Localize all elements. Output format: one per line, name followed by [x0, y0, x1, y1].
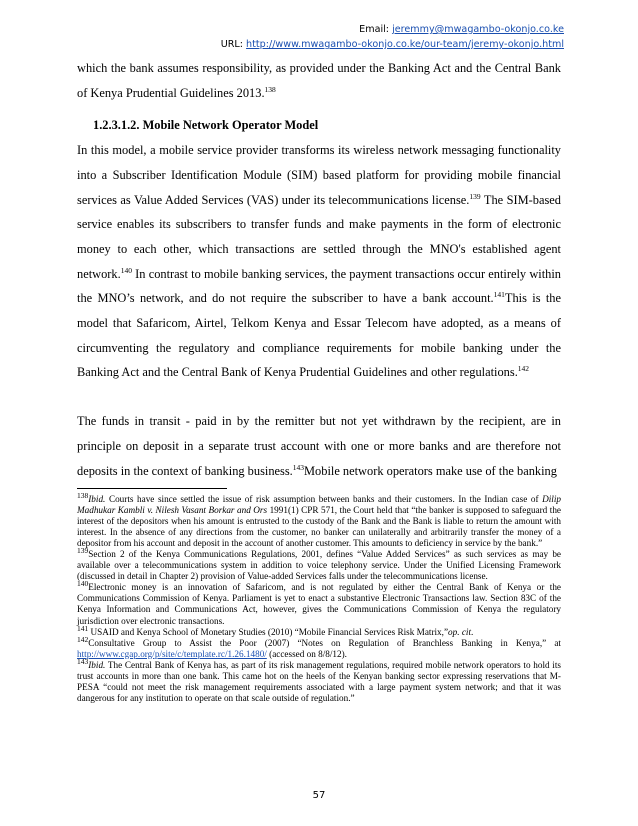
paragraph-continuation: which the bank assumes responsibility, as provided under the Banking Act and the Central Bank of Kenya Prudential Guidelines 2013.$^{138}$ — [77, 61, 561, 100]
footnote-140: $^{140}$Electronic money is an innovation of Safaricom, and is not regulated by either the Central Bank of Kenya or the Communications Commission of Kenya. Parliament is yet to enact a substantive Electronic Transactions law. Section 83C of the Kenya Information and Communications Act, however, gives the Communications Commission of Kenya the regulatory jurisdiction over electronic transactions. — [77, 579, 561, 626]
footnote-ref-140[interactable]: 140 — [120, 265, 132, 275]
url-link[interactable]: http://www.mwagambo-okonjo.co.ke/our-team/jeremy-okonjo.html — [246, 39, 564, 50]
footnote-142: $^{142}$Consultative Group to Assist the Poor (2007) “Notes on Regulation of Branchless Banking in Kenya,” at http://www.cgap.org/p/site/c/template.rc/1.26.1480/ (accessed on 8/8/12). — [77, 634, 561, 659]
footnote-separator — [77, 488, 227, 489]
url-label: URL: — [220, 39, 247, 50]
paragraph-funds-in-transit: The funds in transit - paid in by the remitter but not yet withdrawn by the recipient, are in principle on deposit in a separate trust account with one or more banks and are therefore not deposits in the context of banking business.$^{143}$Mobile network operators make use of the banking — [77, 414, 561, 478]
email-line — [221, 22, 564, 37]
section-heading: 1.2.3.1.2. Mobile Network Operator Model — [93, 118, 319, 133]
footnote-ref-139[interactable]: 139 — [469, 191, 481, 201]
url-line — [221, 37, 564, 52]
page-number: 57 — [312, 790, 326, 801]
footnotes — [77, 490, 561, 704]
footnote-141: $^{141}$ USAID and Kenya School of Monetary Studies (2010) “Mobile Financial Services Risk Matrix,”op. cit. — [77, 623, 474, 637]
footnote-143: $^{143}$Ibid. The Central Bank of Kenya has, as part of its risk management regulations, required mobile network operators to hold its trust accounts in more than one bank. This came hot on the heels of the Kenyan banking sector expressing reservations that M-PESA “could not meet the risk management requirements associated with a large payment system network; and that it was dangerous for any institution to operate on that scale outside of regulation.” — [77, 656, 561, 703]
email-label: Email: — [359, 24, 393, 35]
paragraph-gap — [77, 385, 561, 409]
paragraph-mno-model: In this model, a mobile service provider transforms its wireless network messaging functionality into a Subscriber Identification Module (SIM) based platform for providing mobile financial services as Value Added Services (VAS) under its telecommunications license.$^{139}$ The SIM-based service enables its subscribers to transfer funds and make payments in the form of electronic money to each other, which transactions are settled through the MNO's established agent network.$^{140}$ In contrast to mobile banking services, the payment transactions occur entirely within the MNO’s network, and do not require the subscriber to have a bank account.$^{141}$This is the model that Safaricom, Airtel, Telkom Kenya and Essar Telecom have adopted, as a means of circumventing the regulatory and compliance requirements for mobile banking under the Banking Act and the Central Bank of Kenya Prudential Guidelines and other regulations.$^{142}$ — [77, 143, 562, 380]
footnote-138: $^{138}$Ibid. Courts have since settled the issue of risk assumption between banks and their customers. In the Indian case of Dilip Madhukar Kambli v. Nilesh Vasant Borkar and Ors 1991(1) CPR 571, the Court held that “the banker is supposed to safeguard the interest of the depositors when his amount is entrusted to the custody of the Bank and the Bank is liable to return the amount with interest. In the absence of any directions from the customer, no banker can unilaterally and arbitrarily transfer the money of a depositor from his account and deposit in the account of another customer. This amounts to deficiency in service by the bank.” — [77, 490, 561, 549]
footnote-ref-138[interactable]: 138 — [264, 84, 276, 94]
footnote-ref-141[interactable]: 141 — [493, 290, 505, 300]
footnote-ref-143[interactable]: 143 — [292, 462, 305, 472]
footnote-ref-142[interactable]: 142 — [517, 364, 530, 374]
cgap-link[interactable]: http://www.cgap.org/p/site/c/template.rc/1.26.1480/ — [77, 648, 267, 659]
email-link[interactable]: jeremmy@mwagambo-okonjo.co.ke — [392, 24, 564, 35]
body-text — [77, 56, 561, 483]
footnote-139: $^{139}$Section 2 of the Kenya Communications Regulations, 2001, defines “Value Added Services” as such services as may be available over a telecommunications system in addition to voice telephony service. Under the Unified Licensing Framework (discussed in detail in Chapter 2) provision of Value-added Services falls under the telecommunications license. — [77, 546, 561, 582]
page-header — [221, 22, 564, 52]
